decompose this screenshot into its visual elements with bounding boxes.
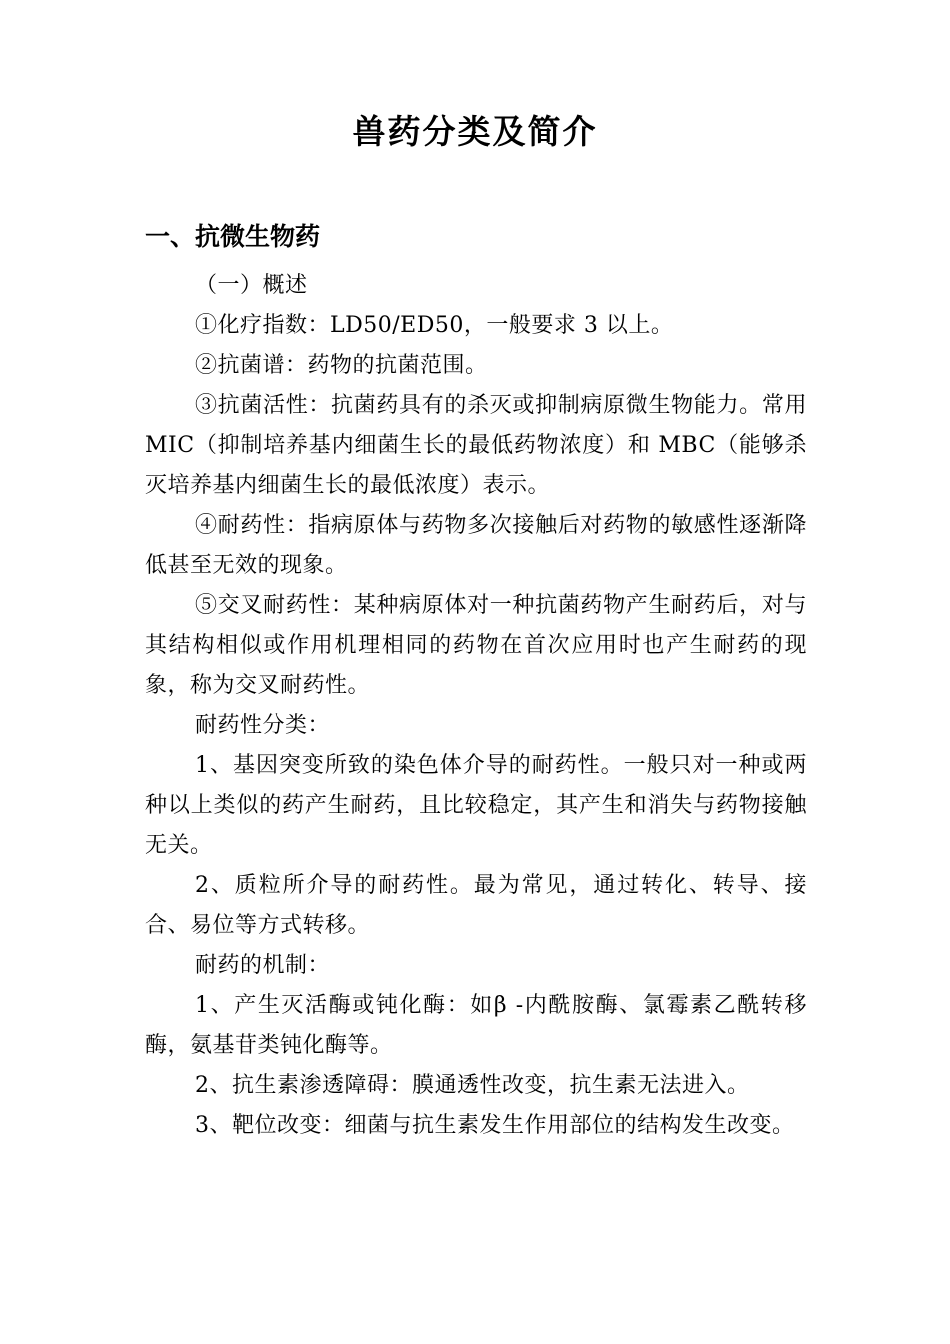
paragraph-resistance-mechanism: 耐药的机制：	[195, 953, 331, 978]
section-heading: 一、抗微生物药	[145, 222, 321, 251]
document-body	[145, 266, 807, 1146]
paragraph-target-alteration: 3、靶位改变：细菌与抗生素发生作用部位的结构发生改变。	[195, 1113, 795, 1138]
document-title: 兽药分类及简介	[352, 112, 598, 151]
paragraph-drug-resistance: ④耐药性：指病原体与药物多次接触后对药物的敏感性逐渐降低甚至无效的现象。	[145, 513, 807, 578]
subsection-heading: （一）概述	[195, 273, 308, 298]
paragraph-resistance-classification: 耐药性分类：	[195, 713, 331, 738]
paragraph-permeability-barrier: 2、抗生素渗透障碍：膜通透性改变，抗生素无法进入。	[195, 1073, 750, 1098]
paragraph-inactivating-enzyme: 1、产生灭活酶或钝化酶：如β -内酰胺酶、氯霉素乙酰转移酶，氨基苷类钝化酶等。	[145, 993, 807, 1058]
paragraph-chromosomal-resistance: 1、基因突变所致的染色体介导的耐药性。一般只对一种或两种以上类似的药产生耐药，且比较稳定，其产生和消失与药物接触无关。	[145, 753, 807, 858]
paragraph-cross-resistance: ⑤交叉耐药性：某种病原体对一种抗菌药物产生耐药后，对与其结构相似或作用机理相同的药物在首次应用时也产生耐药的现象，称为交叉耐药性。	[145, 593, 807, 698]
paragraph-antibacterial-activity: ③抗菌活性：抗菌药具有的杀灭或抑制病原微生物能力。常用 MIC（抑制培养基内细菌生长的最低药物浓度）和 MBC（能够杀灭培养基内细菌生长的最低浓度）表示。	[145, 393, 807, 498]
paragraph-plasmid-resistance: 2、质粒所介导的耐药性。最为常见，通过转化、转导、接合、易位等方式转移。	[145, 873, 807, 938]
paragraph-antibacterial-spectrum: ②抗菌谱：药物的抗菌范围。	[195, 353, 488, 378]
paragraph-chemotherapy-index: ①化疗指数：LD50/ED50，一般要求 3 以上。	[195, 313, 674, 338]
